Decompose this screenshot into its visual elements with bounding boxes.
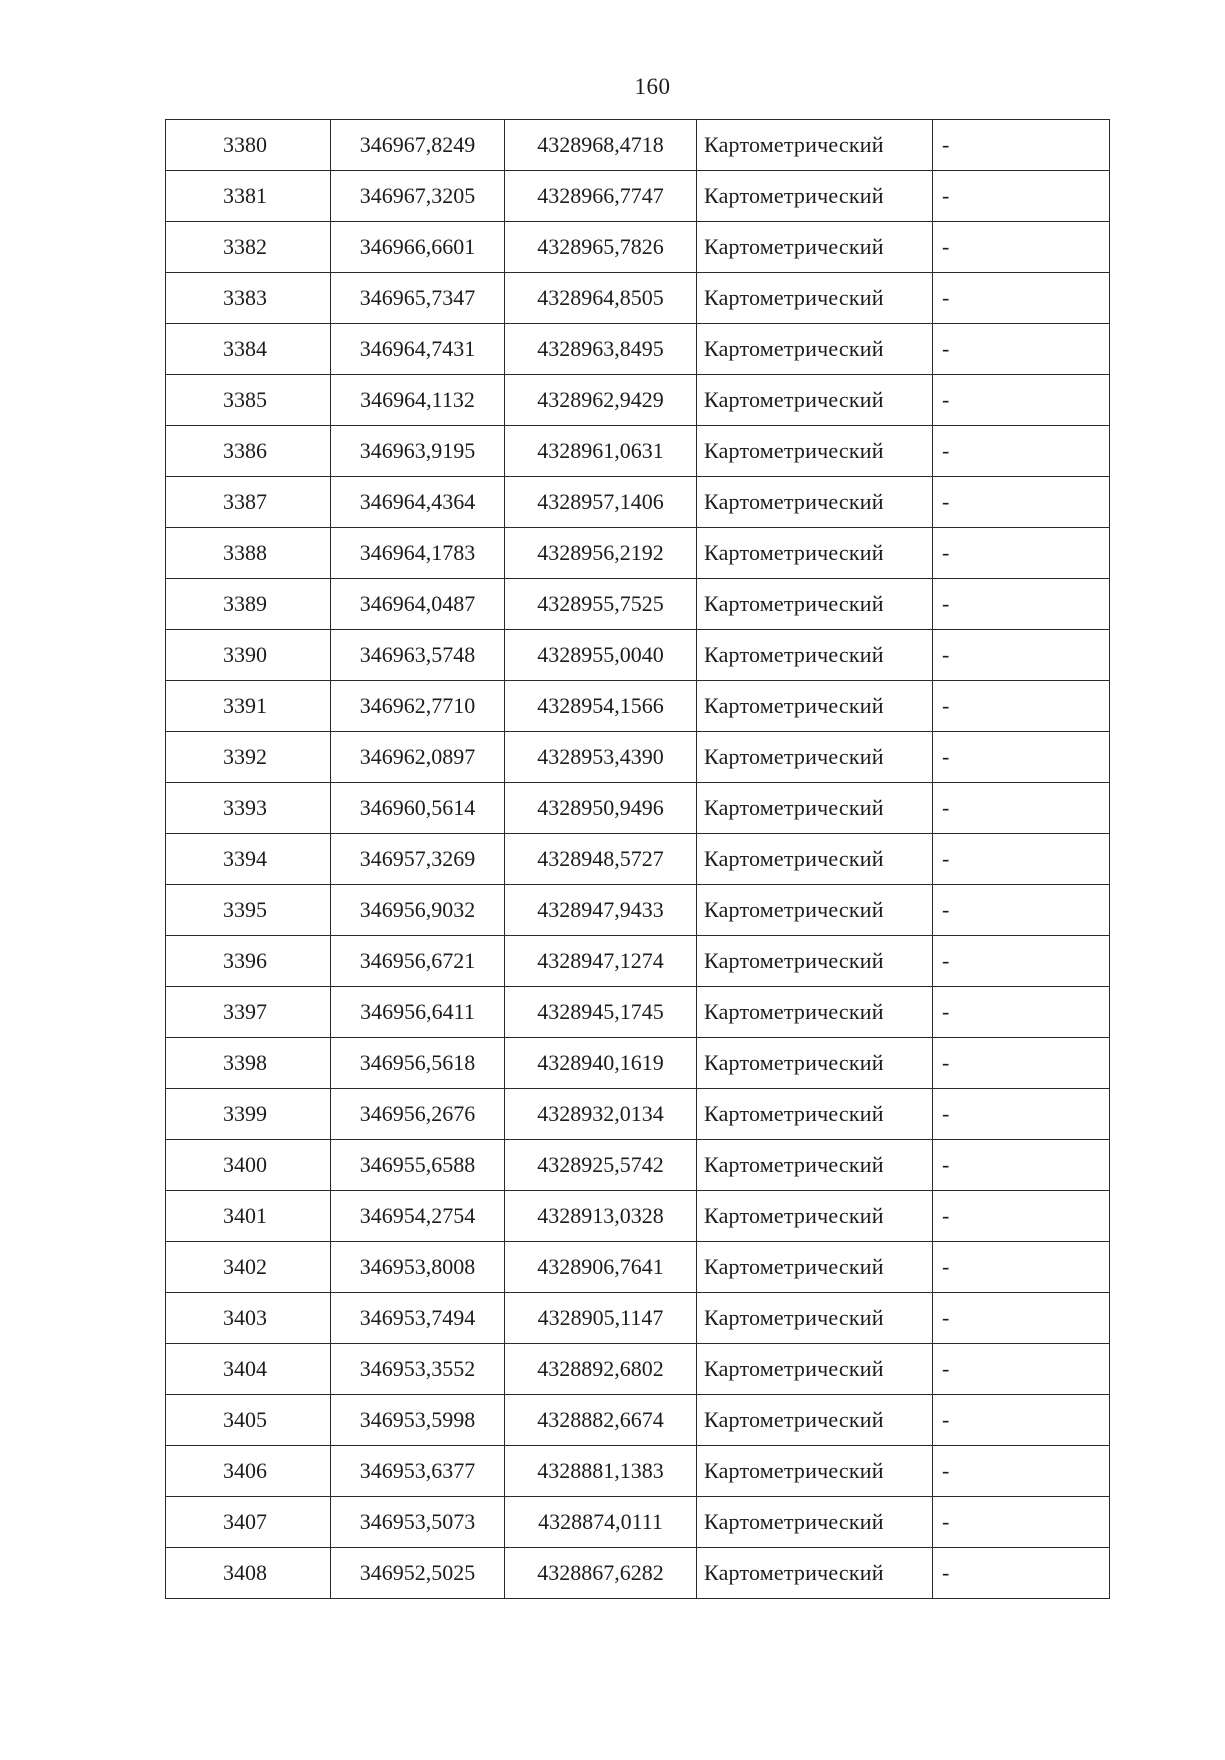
point-number-cell: 3408 [166,1548,331,1599]
y-coordinate-cell: 4328945,1745 [505,987,697,1038]
table-row [166,1140,1110,1191]
x-coordinate-cell: 346952,5025 [331,1548,505,1599]
x-coordinate-cell: 346963,5748 [331,630,505,681]
point-number-cell: 3385 [166,375,331,426]
method-cell: Картометрический [697,579,933,630]
method-cell: Картометрический [697,1140,933,1191]
method-cell: Картометрический [697,1548,933,1599]
method-cell: Картометрический [697,1344,933,1395]
point-number-cell: 3382 [166,222,331,273]
method-cell: Картометрический [697,1446,933,1497]
accuracy-cell: - [933,324,1110,375]
point-number-cell: 3387 [166,477,331,528]
accuracy-cell: - [933,630,1110,681]
method-cell: Картометрический [697,477,933,528]
point-number-cell: 3398 [166,1038,331,1089]
point-number-cell: 3402 [166,1242,331,1293]
method-cell: Картометрический [697,987,933,1038]
point-number-cell: 3395 [166,885,331,936]
point-number-cell: 3388 [166,528,331,579]
y-coordinate-cell: 4328966,7747 [505,171,697,222]
table-row [166,426,1110,477]
x-coordinate-cell: 346956,9032 [331,885,505,936]
point-number-cell: 3403 [166,1293,331,1344]
table-row [166,1344,1110,1395]
accuracy-cell: - [933,1038,1110,1089]
table-row [166,630,1110,681]
method-cell: Картометрический [697,1038,933,1089]
table-row [166,222,1110,273]
table-row [166,834,1110,885]
y-coordinate-cell: 4328905,1147 [505,1293,697,1344]
table-row [166,1293,1110,1344]
accuracy-cell: - [933,1140,1110,1191]
table-row [166,681,1110,732]
method-cell: Картометрический [697,528,933,579]
accuracy-cell: - [933,885,1110,936]
x-coordinate-cell: 346964,1783 [331,528,505,579]
y-coordinate-cell: 4328956,2192 [505,528,697,579]
point-number-cell: 3392 [166,732,331,783]
accuracy-cell: - [933,987,1110,1038]
method-cell: Картометрический [697,171,933,222]
accuracy-cell: - [933,579,1110,630]
y-coordinate-cell: 4328940,1619 [505,1038,697,1089]
accuracy-cell: - [933,1191,1110,1242]
point-number-cell: 3407 [166,1497,331,1548]
x-coordinate-cell: 346956,5618 [331,1038,505,1089]
accuracy-cell: - [933,273,1110,324]
x-coordinate-cell: 346953,8008 [331,1242,505,1293]
point-number-cell: 3400 [166,1140,331,1191]
method-cell: Картометрический [697,1089,933,1140]
y-coordinate-cell: 4328962,9429 [505,375,697,426]
point-number-cell: 3406 [166,1446,331,1497]
table-row [166,120,1110,171]
accuracy-cell: - [933,1293,1110,1344]
table-row [166,375,1110,426]
y-coordinate-cell: 4328881,1383 [505,1446,697,1497]
method-cell: Картометрический [697,1293,933,1344]
y-coordinate-cell: 4328932,0134 [505,1089,697,1140]
table-row [166,1548,1110,1599]
x-coordinate-cell: 346956,6721 [331,936,505,987]
accuracy-cell: - [933,681,1110,732]
point-number-cell: 3384 [166,324,331,375]
y-coordinate-cell: 4328954,1566 [505,681,697,732]
accuracy-cell: - [933,783,1110,834]
y-coordinate-cell: 4328947,1274 [505,936,697,987]
method-cell: Картометрический [697,681,933,732]
point-number-cell: 3397 [166,987,331,1038]
x-coordinate-cell: 346964,4364 [331,477,505,528]
method-cell: Картометрический [697,375,933,426]
y-coordinate-cell: 4328955,0040 [505,630,697,681]
accuracy-cell: - [933,120,1110,171]
accuracy-cell: - [933,528,1110,579]
y-coordinate-cell: 4328955,7525 [505,579,697,630]
y-coordinate-cell: 4328961,0631 [505,426,697,477]
table-row [166,936,1110,987]
accuracy-cell: - [933,426,1110,477]
y-coordinate-cell: 4328874,0111 [505,1497,697,1548]
table-row [166,1089,1110,1140]
point-number-cell: 3386 [166,426,331,477]
accuracy-cell: - [933,222,1110,273]
table-row [166,528,1110,579]
table-row [166,477,1110,528]
x-coordinate-cell: 346953,7494 [331,1293,505,1344]
accuracy-cell: - [933,375,1110,426]
point-number-cell: 3394 [166,834,331,885]
y-coordinate-cell: 4328950,9496 [505,783,697,834]
accuracy-cell: - [933,1395,1110,1446]
point-number-cell: 3396 [166,936,331,987]
point-number-cell: 3401 [166,1191,331,1242]
method-cell: Картометрический [697,732,933,783]
page-number: 160 [634,74,671,99]
table-row [166,1191,1110,1242]
accuracy-cell: - [933,834,1110,885]
method-cell: Картометрический [697,783,933,834]
x-coordinate-cell: 346967,3205 [331,171,505,222]
table-row [166,987,1110,1038]
table-row [166,1038,1110,1089]
y-coordinate-cell: 4328867,6282 [505,1548,697,1599]
method-cell: Картометрический [697,834,933,885]
accuracy-cell: - [933,477,1110,528]
y-coordinate-cell: 4328964,8505 [505,273,697,324]
y-coordinate-cell: 4328965,7826 [505,222,697,273]
y-coordinate-cell: 4328947,9433 [505,885,697,936]
x-coordinate-cell: 346956,6411 [331,987,505,1038]
table-row [166,783,1110,834]
method-cell: Картометрический [697,426,933,477]
point-number-cell: 3380 [166,120,331,171]
table-row [166,885,1110,936]
accuracy-cell: - [933,1446,1110,1497]
method-cell: Картометрический [697,273,933,324]
table-row [166,171,1110,222]
method-cell: Картометрический [697,324,933,375]
y-coordinate-cell: 4328953,4390 [505,732,697,783]
method-cell: Картометрический [697,1395,933,1446]
point-number-cell: 3389 [166,579,331,630]
x-coordinate-cell: 346964,1132 [331,375,505,426]
y-coordinate-cell: 4328925,5742 [505,1140,697,1191]
coordinates-table-body [166,120,1110,1599]
accuracy-cell: - [933,1242,1110,1293]
x-coordinate-cell: 346953,5998 [331,1395,505,1446]
accuracy-cell: - [933,1344,1110,1395]
point-number-cell: 3383 [166,273,331,324]
point-number-cell: 3381 [166,171,331,222]
method-cell: Картометрический [697,885,933,936]
table-row [166,324,1110,375]
x-coordinate-cell: 346965,7347 [331,273,505,324]
method-cell: Картометрический [697,1497,933,1548]
coordinates-table [165,119,1110,1599]
point-number-cell: 3393 [166,783,331,834]
x-coordinate-cell: 346953,6377 [331,1446,505,1497]
y-coordinate-cell: 4328913,0328 [505,1191,697,1242]
table-row [166,1446,1110,1497]
x-coordinate-cell: 346966,6601 [331,222,505,273]
method-cell: Картометрический [697,1242,933,1293]
table-row [166,1242,1110,1293]
y-coordinate-cell: 4328882,6674 [505,1395,697,1446]
x-coordinate-cell: 346962,0897 [331,732,505,783]
accuracy-cell: - [933,1548,1110,1599]
point-number-cell: 3404 [166,1344,331,1395]
y-coordinate-cell: 4328906,7641 [505,1242,697,1293]
point-number-cell: 3391 [166,681,331,732]
method-cell: Картометрический [697,1191,933,1242]
x-coordinate-cell: 346963,9195 [331,426,505,477]
method-cell: Картометрический [697,222,933,273]
y-coordinate-cell: 4328948,5727 [505,834,697,885]
accuracy-cell: - [933,1497,1110,1548]
method-cell: Картометрический [697,630,933,681]
x-coordinate-cell: 346957,3269 [331,834,505,885]
table-row [166,1395,1110,1446]
accuracy-cell: - [933,732,1110,783]
method-cell: Картометрический [697,120,933,171]
x-coordinate-cell: 346956,2676 [331,1089,505,1140]
x-coordinate-cell: 346953,5073 [331,1497,505,1548]
point-number-cell: 3405 [166,1395,331,1446]
table-row [166,579,1110,630]
table-row [166,273,1110,324]
y-coordinate-cell: 4328968,4718 [505,120,697,171]
y-coordinate-cell: 4328957,1406 [505,477,697,528]
accuracy-cell: - [933,1089,1110,1140]
x-coordinate-cell: 346967,8249 [331,120,505,171]
x-coordinate-cell: 346954,2754 [331,1191,505,1242]
x-coordinate-cell: 346960,5614 [331,783,505,834]
x-coordinate-cell: 346962,7710 [331,681,505,732]
table-row [166,1497,1110,1548]
table-row [166,732,1110,783]
x-coordinate-cell: 346953,3552 [331,1344,505,1395]
accuracy-cell: - [933,936,1110,987]
x-coordinate-cell: 346964,0487 [331,579,505,630]
accuracy-cell: - [933,171,1110,222]
y-coordinate-cell: 4328892,6802 [505,1344,697,1395]
method-cell: Картометрический [697,936,933,987]
y-coordinate-cell: 4328963,8495 [505,324,697,375]
x-coordinate-cell: 346964,7431 [331,324,505,375]
point-number-cell: 3399 [166,1089,331,1140]
x-coordinate-cell: 346955,6588 [331,1140,505,1191]
point-number-cell: 3390 [166,630,331,681]
